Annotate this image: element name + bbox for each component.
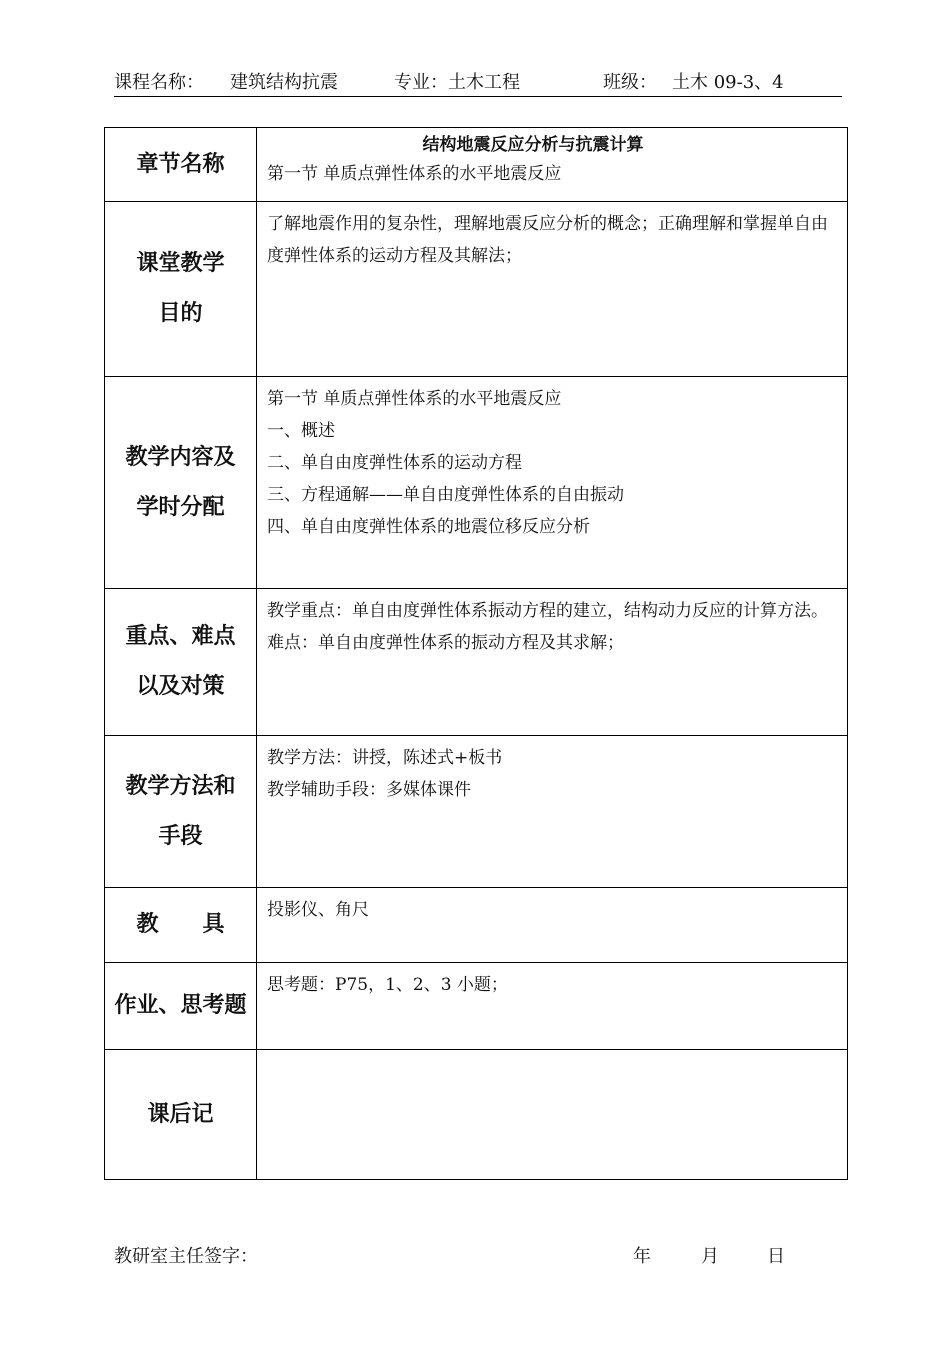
- row-tools: [105, 888, 848, 963]
- chapter-label: 章节名称: [105, 128, 257, 202]
- content-label: [105, 377, 257, 589]
- homework-label: 作业、思考题: [105, 963, 257, 1050]
- homework-text: 思考题：P75，1、2、3 小题；: [267, 975, 508, 995]
- row-key-points: [105, 589, 848, 736]
- key-points-cell: [257, 589, 848, 736]
- row-notes: [105, 1050, 848, 1180]
- methods-aids: 教学辅助手段：多媒体课件: [267, 780, 471, 800]
- content-label-line-1: 教学内容及: [125, 444, 236, 470]
- objectives-cell: [257, 202, 848, 377]
- tools-text: 投影仪、角尺: [267, 900, 369, 920]
- homework-cell: [257, 963, 848, 1050]
- class-label: 班级：: [603, 72, 657, 93]
- objectives-text: 了解地震作用的复杂性，理解地震反应分析的概念；正确理解和掌握单自由度弹性体系的运动方程及其解法；: [267, 214, 828, 266]
- content-cell: [257, 377, 848, 589]
- chapter-section: 第一节 单质点弹性体系的水平地震反应: [267, 164, 562, 184]
- row-methods: [105, 736, 848, 888]
- content-line: 一、概述: [267, 421, 335, 441]
- page-header: [114, 66, 842, 97]
- course-label: 课程名称：: [114, 72, 204, 93]
- content-line: 二、单自由度弹性体系的运动方程: [267, 453, 522, 473]
- objectives-label: [105, 202, 257, 377]
- chapter-title: 结构地震反应分析与抗震计算: [422, 135, 644, 155]
- methods-label: [105, 736, 257, 888]
- chapter-cell: [257, 128, 848, 202]
- key-points-label-line-1: 重点、难点: [125, 624, 236, 649]
- date-year: 年: [633, 1246, 651, 1267]
- methods-cell: [257, 736, 848, 888]
- row-objectives: [105, 202, 848, 377]
- content-line: 第一节 单质点弹性体系的水平地震反应: [267, 389, 562, 409]
- content-label-line-2: 学时分配: [136, 494, 225, 520]
- signature-label: 教研室主任签字：: [114, 1246, 258, 1267]
- notes-cell: [257, 1050, 848, 1180]
- class-name: 土木 09-3、4: [672, 72, 784, 93]
- methods-method: 教学方法：讲授，陈述式+板书: [267, 748, 503, 768]
- methods-label-line-1: 教学方法和: [125, 773, 236, 799]
- notes-label: 课后记: [105, 1050, 257, 1180]
- row-chapter: [105, 128, 848, 202]
- tools-cell: [257, 888, 848, 963]
- major-text: 专业：土木工程: [394, 72, 520, 93]
- lesson-plan-table: [104, 127, 848, 1180]
- course-name: 建筑结构抗震: [230, 72, 338, 93]
- date-day: 日: [767, 1246, 785, 1267]
- row-homework: [105, 963, 848, 1050]
- objectives-label-line-2: 目的: [158, 301, 203, 326]
- key-points-label-line-2: 以及对策: [136, 674, 225, 699]
- content-line: 四、单自由度弹性体系的地震位移反应分析: [267, 517, 590, 537]
- row-content: [105, 377, 848, 589]
- tools-label: 教 具: [105, 888, 257, 963]
- objectives-label-line-1: 课堂教学: [136, 251, 225, 276]
- key-points-label: [105, 589, 257, 736]
- key-points-difficulty: 难点：单自由度弹性体系的振动方程及其求解；: [267, 633, 624, 653]
- methods-label-line-2: 手段: [158, 823, 203, 849]
- content-line: 三、方程通解——单自由度弹性体系的自由振动: [267, 485, 624, 505]
- date-month: 月: [701, 1246, 719, 1267]
- key-points-focus: 教学重点：单自由度弹性体系振动方程的建立，结构动力反应的计算方法。: [267, 601, 828, 621]
